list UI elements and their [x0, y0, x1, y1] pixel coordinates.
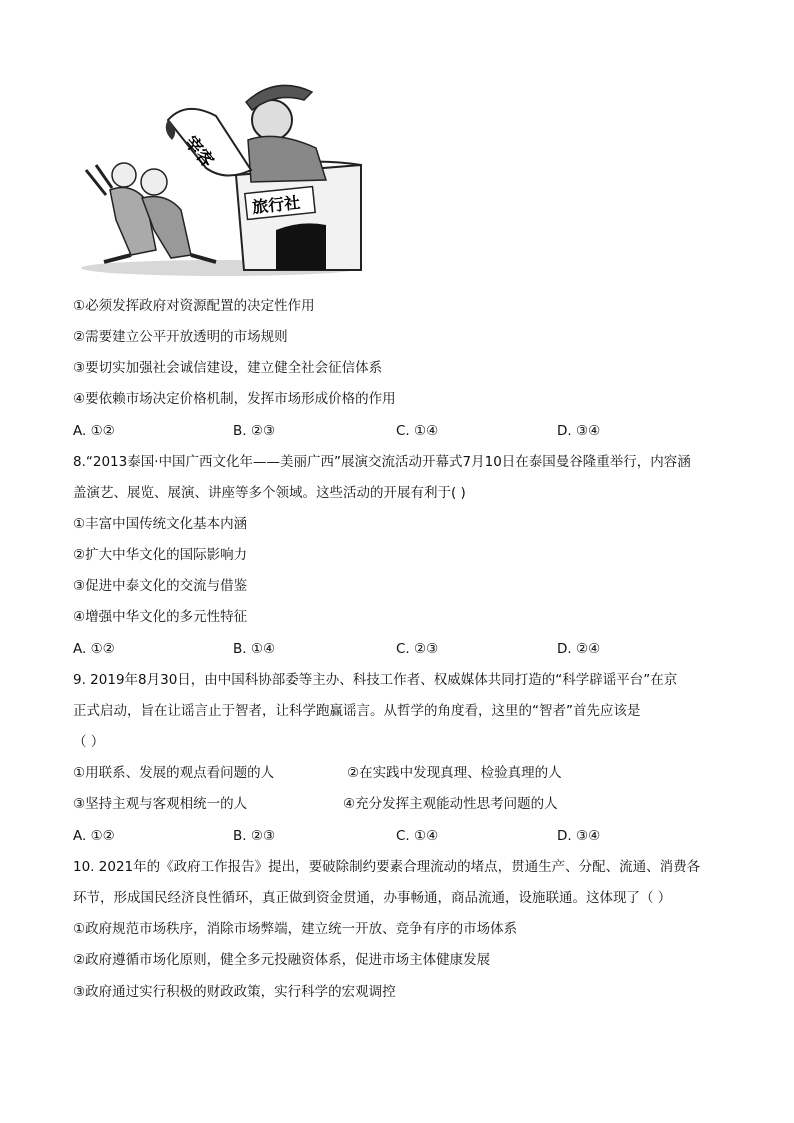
q10-item-2: ②政府遵循市场化原则，健全多元投融资体系，促进市场主体健康发展: [73, 952, 491, 968]
q8-option-b: B. ①④: [233, 641, 276, 657]
q7-option-b: B. ②③: [233, 423, 276, 439]
booth-sign-text: 旅行社: [251, 192, 302, 217]
q7-option-d: D. ③④: [557, 423, 601, 439]
q8-option-d: D. ②④: [557, 641, 601, 657]
q7-item-2: ②需要建立公平开放透明的市场规则: [73, 329, 288, 345]
tourism-cartoon-illustration: [76, 70, 366, 280]
q7-option-c: C. ①④: [396, 423, 439, 439]
q8-stem-line-1: 8.“2013泰国·中国广西文化年——美丽广西”展演交流活动开幕式7月10日在泰国曼谷隆重举行，内容涵: [73, 454, 691, 470]
q8-item-3: ③促进中泰文化的交流与借鉴: [73, 578, 248, 594]
q8-option-c: C. ②③: [396, 641, 439, 657]
q10-item-3: ③政府通过实行积极的财政政策，实行科学的宏观调控: [73, 984, 396, 1000]
q9-stem-line-2: 正式启动，旨在让谣言止于智者，让科学跑赢谣言。从哲学的角度看，这里的“智者”首先应该是: [73, 703, 641, 719]
q7-item-1: ①必须发挥政府对资源配置的决定性作用: [73, 298, 315, 314]
q9-item-3: ③坚持主观与客观相统一的人: [73, 796, 248, 812]
q9-item-4: ④充分发挥主观能动性思考问题的人: [343, 796, 558, 812]
q8-option-a: A. ①②: [73, 641, 115, 657]
scroll-text: 宰客: [180, 132, 218, 172]
q10-stem-line-1: 10. 2021年的《政府工作报告》提出，要破除制约要素合理流动的堵点，贯通生产、分配、流通、消费各: [73, 859, 701, 875]
q8-item-2: ②扩大中华文化的国际影响力: [73, 547, 248, 563]
q9-option-b: B. ②③: [233, 828, 276, 844]
q7-item-3: ③要切实加强社会诚信建设，建立健全社会征信体系: [73, 360, 383, 376]
q9-item-2: ②在实践中发现真理、检验真理的人: [347, 765, 562, 781]
q10-stem-line-2: 环节，形成国民经济良性循环，真正做到资金贯通，办事畅通，商品流通，设施联通。这体现了（ ）: [73, 890, 672, 906]
q9-item-1: ①用联系、发展的观点看问题的人: [73, 765, 275, 781]
q8-stem-line-2: 盖演艺、展览、展演、讲座等多个领域。这些活动的开展有利于( ): [73, 485, 466, 501]
q9-option-c: C. ①④: [396, 828, 439, 844]
q8-item-4: ④增强中华文化的多元性特征: [73, 609, 248, 625]
q9-option-a: A. ①②: [73, 828, 115, 844]
q7-option-a: A. ①②: [73, 423, 115, 439]
q9-option-d: D. ③④: [557, 828, 601, 844]
q9-stem-line-3: （ ）: [73, 734, 105, 750]
q8-item-1: ①丰富中国传统文化基本内涵: [73, 516, 248, 532]
q7-item-4: ④要依赖市场决定价格机制，发挥市场形成价格的作用: [73, 391, 396, 407]
q9-stem-line-1: 9. 2019年8月30日，由中国科协部委等主办、科技工作者、权威媒体共同打造的“科学辟谣平台”在京: [73, 672, 678, 688]
q10-item-1: ①政府规范市场秩序，消除市场弊端，建立统一开放、竞争有序的市场体系: [73, 921, 518, 937]
